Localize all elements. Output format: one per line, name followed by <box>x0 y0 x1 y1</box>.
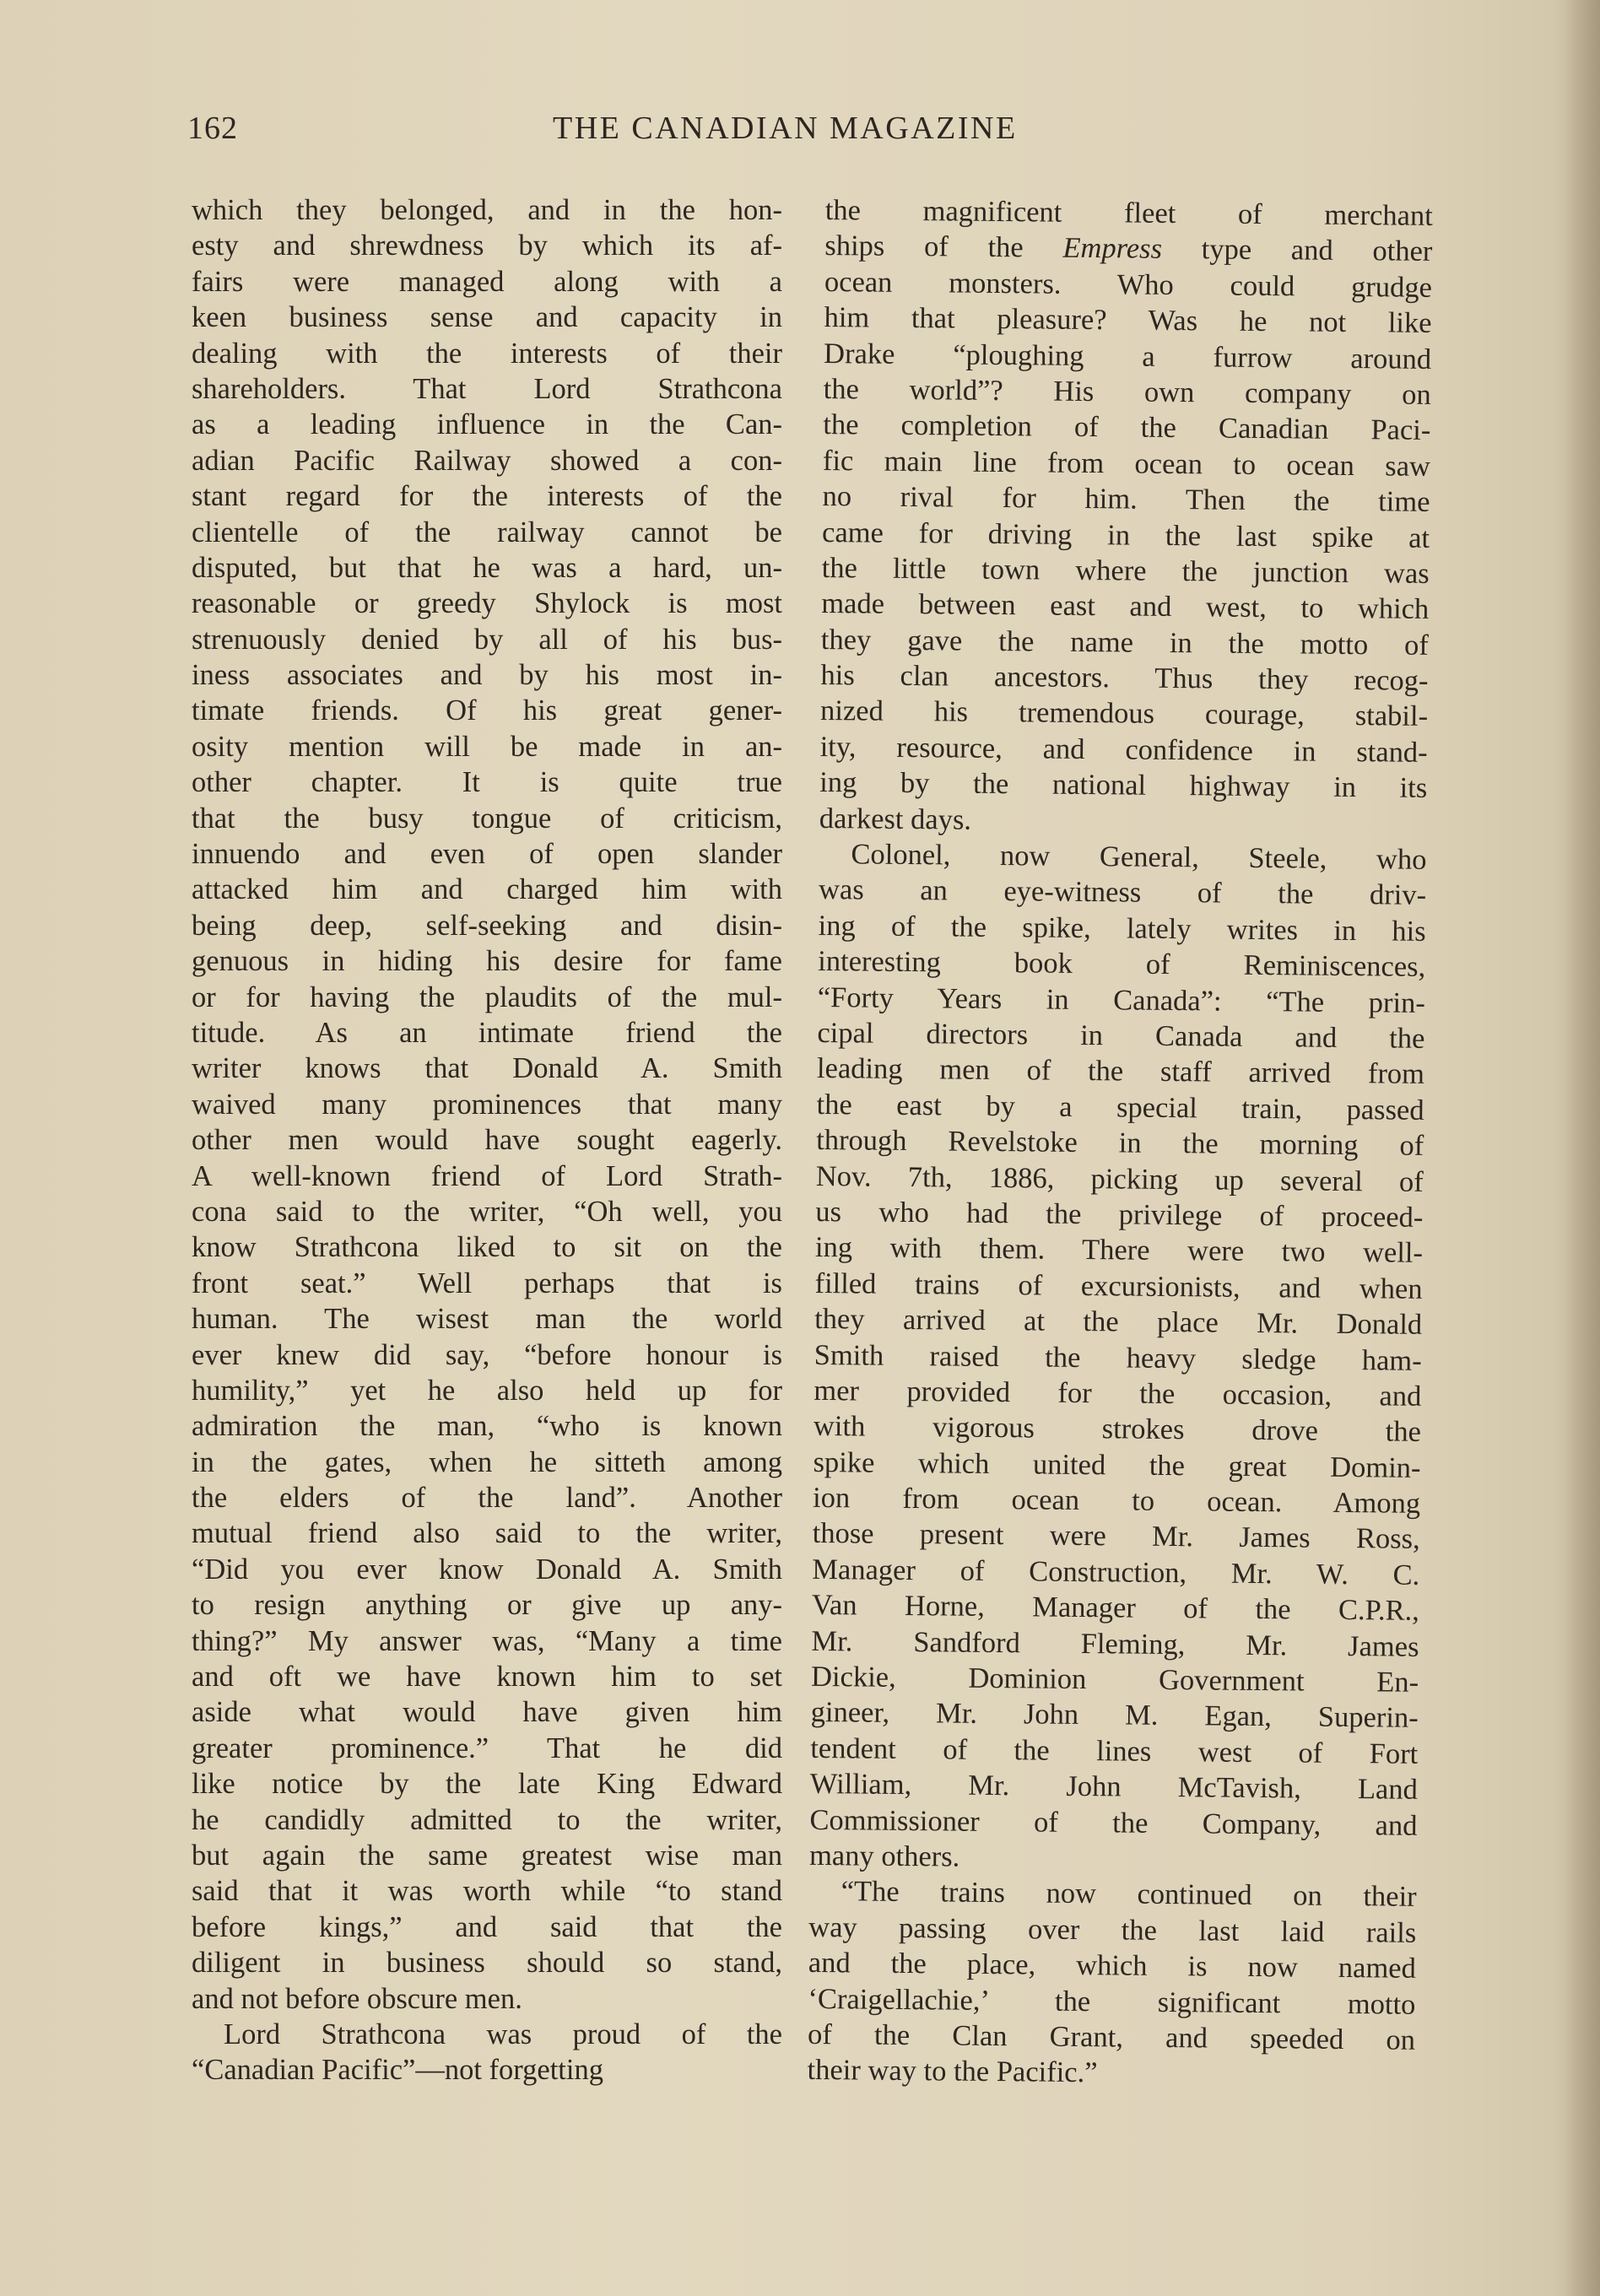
text-line: clientelle of the railway cannot be <box>192 516 782 548</box>
text-line: and not before obscure men. <box>192 1982 522 2015</box>
text-line: Nov. 7th, 1886, picking up several of <box>815 1159 1424 1198</box>
text-line: they arrived at the place Mr. Donald <box>814 1303 1423 1341</box>
text-line: to resign anything or give up any- <box>192 1589 782 1622</box>
text-line: filled trains of excursionists, and when <box>814 1267 1423 1305</box>
text-line: or for having the plaudits of the mul- <box>192 981 782 1013</box>
text-line: know Strathcona liked to sit on the <box>192 1231 782 1264</box>
text-line: human. The wisest man the world <box>192 1303 782 1336</box>
text-line: nized his tremendous courage, stabil- <box>819 694 1429 733</box>
text-line: ever knew did say, “before honour is <box>192 1338 782 1371</box>
text-line: gineer, Mr. John M. Egan, Superin- <box>810 1696 1419 1735</box>
text-line: osity mention will be made in an- <box>192 730 782 763</box>
text-line: cipal directors in Canada and the <box>817 1016 1425 1055</box>
text-line: dealing with the interests of their <box>192 337 782 370</box>
ship-name-emphasis: Empress <box>1062 232 1163 266</box>
text-line: many others. <box>808 1839 960 1873</box>
text-line: Dickie, Dominion Government En- <box>810 1660 1419 1699</box>
text-line: no rival for him. Then the time <box>822 480 1430 519</box>
text-line: Smith raised the heavy sledge ham- <box>814 1338 1422 1377</box>
text-line: reasonable or greedy Shylock is most <box>192 587 782 620</box>
text-line: that the busy tongue of criticism, <box>192 802 782 835</box>
text-line: like notice by the late King Edward <box>192 1768 782 1801</box>
text-line: writer knows that Donald A. Smith <box>192 1052 782 1085</box>
text-line: “The trains now continued on their <box>841 1875 1417 1914</box>
text-line: in the gates, when he sitteth among <box>192 1445 782 1478</box>
text-line: aside what would have given him <box>192 1696 782 1729</box>
text-line: ion from ocean to ocean. Among <box>812 1481 1421 1520</box>
text-line: mutual friend also said to the writer, <box>192 1517 782 1550</box>
text-line: ity, resource, and confidence in stand- <box>819 730 1428 769</box>
text-line: other men would have sought eagerly. <box>192 1124 782 1157</box>
text-line: those present were Mr. James Ross, <box>812 1517 1420 1556</box>
text-line: fic main line from ocean to ocean saw <box>822 444 1431 483</box>
text-line: of the Clan Grant, and speeded on <box>807 2018 1416 2056</box>
text-line: being deep, self-seeking and disin- <box>192 909 782 942</box>
text-line: innuendo and even of open slander <box>192 838 782 871</box>
text-line: him that pleasure? Was he not like <box>824 301 1432 340</box>
text-line: ing by the national highway in its <box>819 766 1428 805</box>
text-line: “Did you ever know Donald A. Smith <box>192 1553 782 1586</box>
text-line: which they belonged, and in the hon- <box>192 194 782 226</box>
text-line: thing?” My answer was, “Many a time <box>192 1624 782 1657</box>
text-line: us who had the privilege of proceed- <box>815 1195 1424 1234</box>
text-line: came for driving in the last spike at <box>821 516 1430 554</box>
text-line: ‘Craigellachie,’ the significant motto <box>808 1982 1416 2021</box>
text-line: made between east and west, to which <box>821 587 1430 626</box>
text-line: William, Mr. John McTavish, Land <box>809 1768 1419 1807</box>
text-line: ing with them. There were two well- <box>814 1231 1424 1270</box>
text-line: admiration the man, “who is known <box>192 1410 782 1443</box>
text-line: fairs were managed along with a <box>192 265 782 298</box>
text-line: with vigorous strokes drove the <box>813 1410 1422 1449</box>
page-number: 162 <box>187 111 238 146</box>
text-line: cona said to the writer, “Oh well, you <box>192 1195 782 1228</box>
text-line: A well-known friend of Lord Strath- <box>192 1159 782 1192</box>
text-line: “Forty Years in Canada”: “The prin- <box>817 981 1425 1019</box>
text-line: “Canadian Pacific”—not forgetting <box>192 2054 603 2087</box>
text-line: strenuously denied by all of his bus- <box>192 623 782 656</box>
text-line: shareholders. That Lord Strathcona <box>192 372 782 405</box>
text-line: greater prominence.” That he did <box>192 1731 782 1764</box>
text-line: adian Pacific Railway showed a con- <box>192 444 782 477</box>
text-line: diligent in business should so stand, <box>192 1947 782 1980</box>
text-line: he candidly admitted to the writer, <box>192 1803 782 1836</box>
text-line: said that it was worth while “to stand <box>192 1875 782 1908</box>
text-line: the completion of the Canadian Paci- <box>823 408 1431 447</box>
text-line: they gave the name in the motto of <box>820 623 1430 662</box>
text-line: keen business sense and capacity in <box>192 301 782 334</box>
text-line: disputed, but that he was a hard, un- <box>192 551 782 584</box>
text-line: Lord Strathcona was proud of the <box>224 2018 782 2050</box>
right-column <box>807 192 1433 2094</box>
text-line: the elders of the land”. Another <box>192 1482 782 1515</box>
text-line: way passing over the last laid rails <box>808 1910 1417 1949</box>
text-line: Van Horne, Manager of the C.P.R., <box>811 1589 1420 1628</box>
text-line: mer provided for the occasion, and <box>814 1374 1422 1413</box>
text-line: interesting book of Reminiscences, <box>818 945 1426 984</box>
text-line: waived many prominences that many <box>192 1088 782 1121</box>
text-line: titude. As an intimate friend the <box>192 1016 782 1049</box>
text-line: timate friends. Of his great gener- <box>192 694 782 727</box>
text-line: Drake “ploughing a furrow around <box>823 337 1432 375</box>
text-line: through Revelstoke in the morning of <box>816 1124 1424 1163</box>
text-line: spike which united the great Domin- <box>813 1445 1421 1484</box>
text-line: Mr. Sandford Fleming, Mr. James <box>811 1624 1419 1663</box>
text-line: genuous in hiding his desire for fame <box>192 945 782 978</box>
text-line: the east by a special train, passed <box>816 1088 1424 1126</box>
text-line: the magnificent fleet of merchant <box>824 193 1433 232</box>
text-line: and oft we have known him to set <box>192 1661 782 1694</box>
text-line: ing of the spike, lately writes in his <box>818 909 1426 948</box>
text-line: darkest days. <box>819 802 972 836</box>
text-line: the little town where the junction was <box>821 551 1430 590</box>
text-line: stant regard for the interests of the <box>192 480 782 513</box>
text-line: ships of the Empress type and other <box>824 230 1433 268</box>
text-line: their way to the Pacific.” <box>807 2054 1098 2089</box>
left-column <box>192 192 782 2088</box>
text-line: Commissioner of the Company, and <box>809 1803 1418 1842</box>
text-line: but again the same greatest wise man <box>192 1839 782 1872</box>
text-line: esty and shrewdness by which its af- <box>192 230 782 262</box>
text-line: other chapter. It is quite true <box>192 766 782 799</box>
running-title: THE CANADIAN MAGAZINE <box>553 111 1018 146</box>
text-line: ocean monsters. Who could grudge <box>824 265 1433 304</box>
text-line: before kings,” and said that the <box>192 1910 782 1943</box>
text-line: leading men of the staff arrived from <box>816 1052 1425 1091</box>
text-line: Manager of Construction, Mr. W. C. <box>812 1553 1420 1591</box>
text-line: tendent of the lines west of Fort <box>810 1731 1419 1770</box>
text-line: iness associates and by his most in- <box>192 659 782 692</box>
text-line: attacked him and charged him with <box>192 873 782 906</box>
page-edge-shadow <box>1565 0 1600 2296</box>
text-line: his clan ancestors. Thus they recog- <box>820 659 1429 697</box>
text-line: was an eye-witness of the driv- <box>818 873 1427 912</box>
text-line: front seat.” Well perhaps that is <box>192 1267 782 1299</box>
text-line: the world”? His own company on <box>823 372 1431 411</box>
text-line: Colonel, now General, Steele, who <box>851 838 1427 876</box>
text-line: as a leading influence in the Can- <box>192 408 782 441</box>
text-line: and the place, which is now named <box>808 1947 1417 1985</box>
text-line: humility,” yet he also held up for <box>192 1374 782 1407</box>
